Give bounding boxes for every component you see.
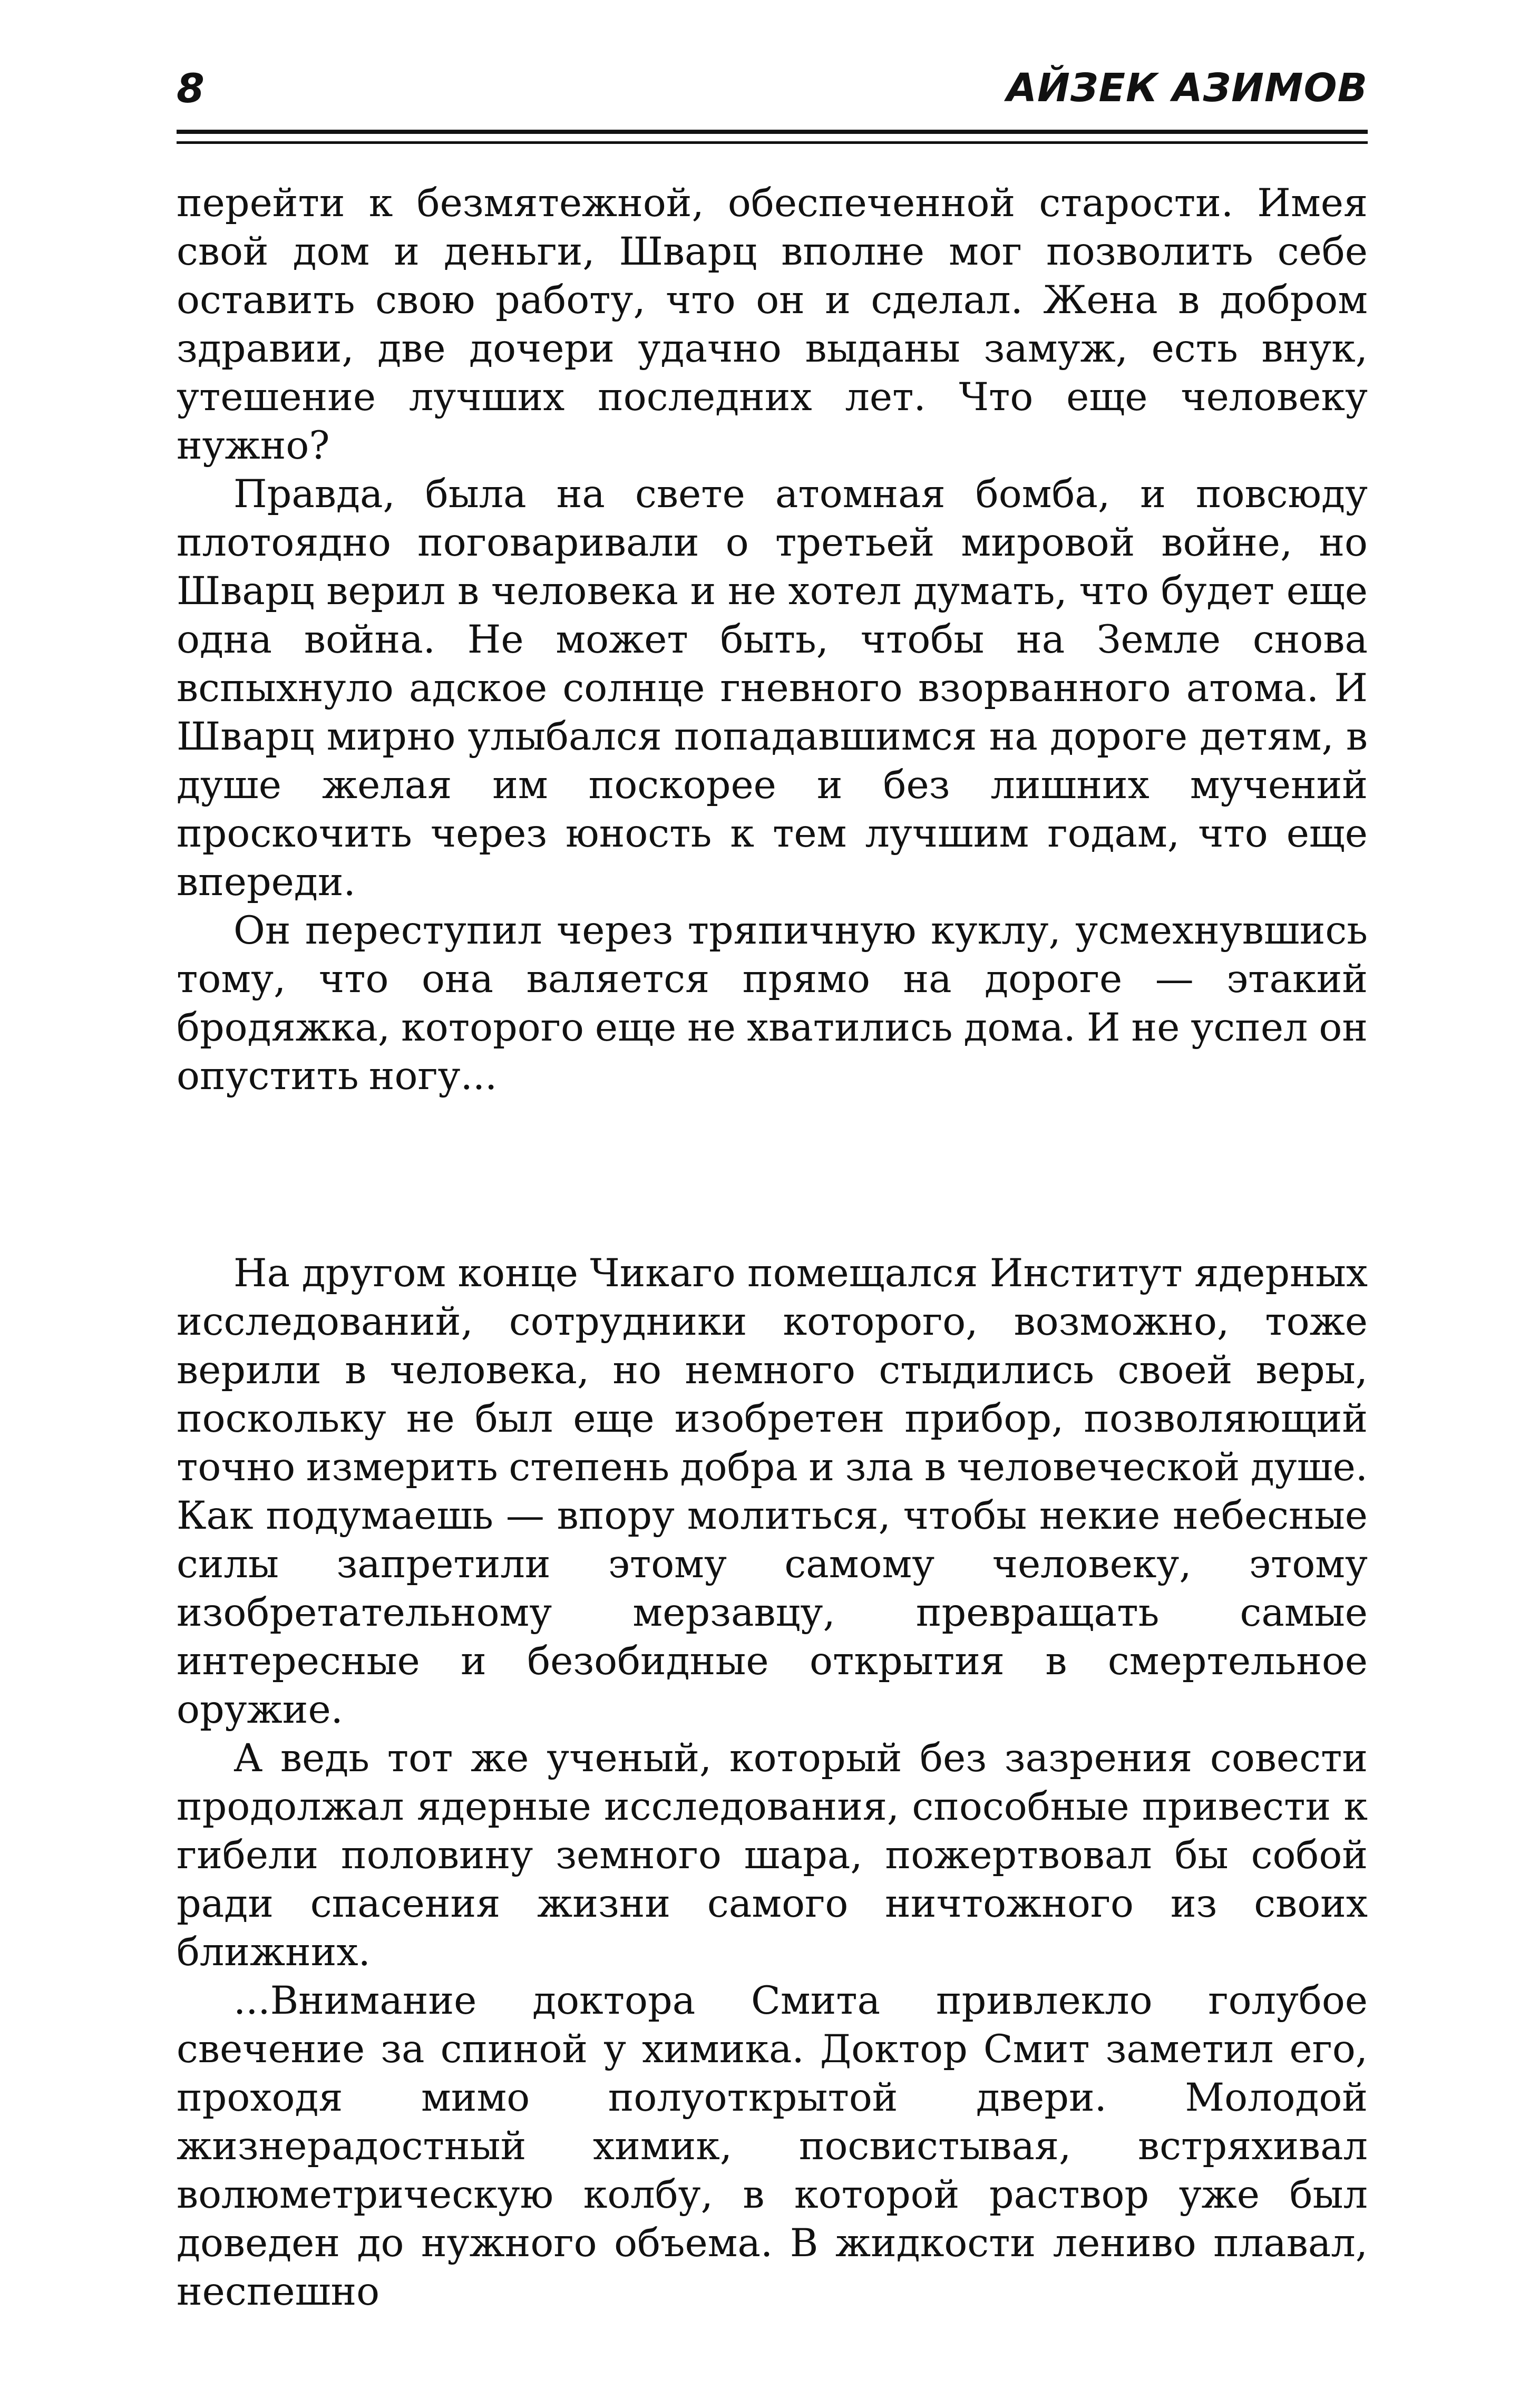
paragraph: ...Внимание доктора Смита привлекло голубое свечение за спиной у химика. Доктор Смит заметил его, проходя мимо полуоткрытой двери. Молодой жизнерадостный химик, посвистывая, встряхивал волюметрическую колбу, в которой раствор уже был доведен до нужного объема. В жидкости лениво плавал, неспешно bbox=[177, 1978, 1368, 2314]
page-header bbox=[177, 63, 1368, 121]
page-number: 8 bbox=[177, 65, 204, 112]
running-head-author: АЙЗЕК АЗИМОВ bbox=[1006, 65, 1368, 111]
section-break bbox=[177, 1101, 1368, 1249]
header-rule-thick bbox=[177, 130, 1368, 134]
header-rule-thin bbox=[177, 141, 1368, 144]
body-text bbox=[177, 179, 1368, 2316]
paragraph: На другом конце Чикаго помещался Институт ядерных исследований, сотрудники которого, возможно, тоже верили в человека, но немного стыдились своей веры, поскольку не был еще изобретен прибор, позволяющий точно измерить степень добра и зла в человеческой душе. Как подумаешь — впору молиться, чтобы некие небесные силы запретили этому самому человеку, этому изобретательному мерзавцу, превращать самые интересные и безобидные открытия в смертельное оружие. bbox=[177, 1251, 1368, 1732]
paragraph: Правда, была на свете атомная бомба, и повсюду плотоядно поговаривали о третьей мировой войне, но Шварц верил в человека и не хотел думать, что будет еще одна война. Не может быть, чтобы на Земле снова вспыхнуло адское солнце гневного взорванного атома. И Шварц мирно улыбался попадавшимся на дороге детям, в душе желая им поскорее и без лишних мучений проскочить через юность к тем лучшим годам, что еще впереди. bbox=[177, 472, 1368, 905]
paragraph: перейти к безмятежной, обеспеченной старости. Имея свой дом и деньги, Шварц вполне мог позволить себе оставить свою работу, что он и сделал. Жена в добром здравии, две дочери удачно выданы замуж, есть внук, утешение лучших последних лет. Что еще человеку нужно? bbox=[177, 181, 1368, 468]
paragraph: А ведь тот же ученый, который без зазрения совести продолжал ядерные исследования, способные привести к гибели половину земного шара, пожертвовал бы собой ради спасения жизни самого ничтожного из своих ближних. bbox=[177, 1736, 1368, 1975]
paragraph: Он переступил через тряпичную куклу, усмехнувшись тому, что она валяется прямо на дороге — этакий бродяжка, которого еще не хватились дома. И не успел он опустить ногу... bbox=[177, 908, 1368, 1099]
